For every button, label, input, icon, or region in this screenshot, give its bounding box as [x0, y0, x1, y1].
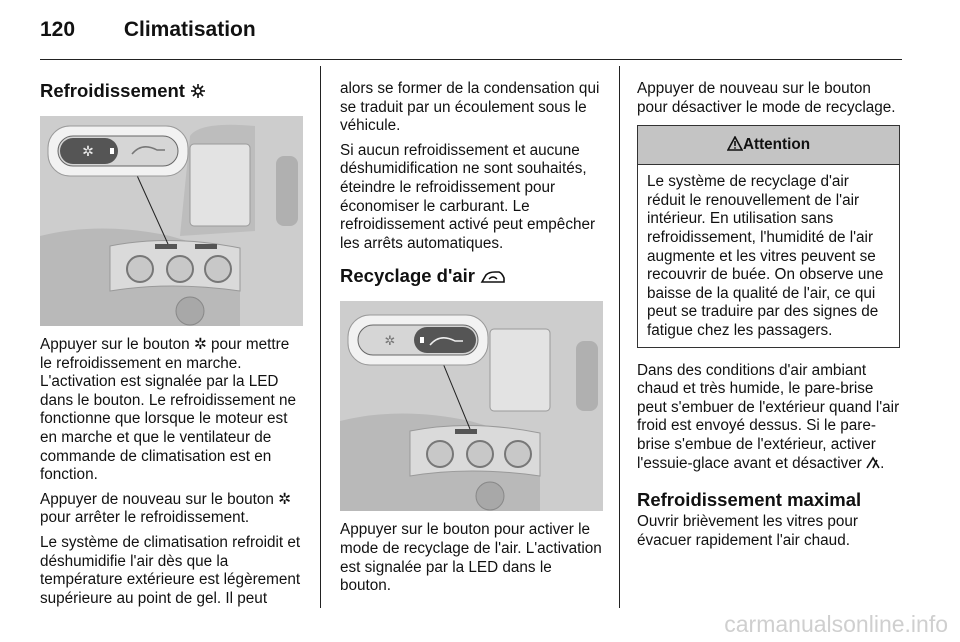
- paragraph: Appuyer de nouveau sur le bouton pour désactiver le mode de recyclage.: [637, 80, 896, 116]
- column-divider: [320, 66, 321, 608]
- attention-text: Le système de recyclage d'air réduit le renouvellement de l'air intérieur. En utilisation sans refroidissement, l'humidité de l'air augmente et les vitres peuvent se recouvrir de buée. On observe une baisse de la qualité de l'air, ce qui peut se traduire par des signes de fatigue chez les passagers.: [647, 173, 884, 339]
- paragraph: Appuyer de nouveau sur le bouton ✲ pour arrêter le refroidissement.: [40, 490, 291, 527]
- paragraph: Dans des conditions d'air ambiant chaud et très humide, le pare-brise peut s'embuer de l'extérieur quand l'air froid est envoyé dessus. Si le pare-brise s'embue de l'extérieur, activer l'essuie-glace avant et désactiver .: [637, 362, 900, 476]
- column-3: [637, 80, 900, 556]
- section-heading-refroidissement-maximal: Refroidissement maximal: [637, 489, 862, 511]
- page-header: [40, 18, 256, 42]
- page-title: Climatisation: [123, 18, 256, 41]
- paragraph: alors se former de la condensation qui se traduit par un écoulement sous le véhicule.: [340, 80, 600, 135]
- air-recirculation-icon: [480, 267, 506, 289]
- dashboard-recirculation-illustration: [340, 301, 603, 511]
- section-heading-refroidissement: Refroidissement: [40, 80, 305, 104]
- wiper-icon: [866, 456, 880, 476]
- dashboard-ac-illustration: [40, 116, 303, 326]
- watermark: carmanualsonline.info: [724, 611, 948, 637]
- column-divider: [619, 66, 620, 608]
- snowflake-icon: [190, 82, 206, 104]
- paragraph: Le système de climatisation refroidit et déshumidifie l'air dès que la température extérieure est légèrement supérieure au point de gel. Il peut: [40, 533, 301, 607]
- section-heading-recyclage: Recyclage d'air: [340, 265, 605, 289]
- header-rule: [40, 59, 902, 60]
- svg-text:✲: ✲: [384, 334, 396, 350]
- attention-header: [638, 126, 899, 165]
- column-1: [40, 80, 305, 614]
- paragraph: Appuyer sur le bouton ✲ pour mettre le refroidissement en marche. L'activation est signalée par la LED dans le bouton. Le refroidissement ne fonctionne que lorsque le moteur est en marche et que le ventilateur de commande de climatisation est en fonction.: [40, 336, 296, 484]
- attention-box: [637, 125, 900, 347]
- paragraph: Si aucun refroidissement et aucune déshumidification ne sont souhaités, éteindre le refroidissement pour économiser le carburant. Le refroidissement activé peut empêcher les arrêts automatiques.: [340, 141, 596, 252]
- paragraph: Ouvrir brièvement les vitres pour évacuer rapidement l'air chaud.: [637, 513, 859, 549]
- attention-title: Attention: [742, 136, 811, 154]
- warning-icon: [727, 128, 743, 166]
- column-2: [340, 80, 605, 602]
- page-number: 120: [40, 18, 76, 41]
- svg-text:✲: ✲: [82, 144, 94, 160]
- paragraph: Appuyer sur le bouton pour activer le mode de recyclage de l'air. L'activation est signalée par la LED dans le bouton.: [340, 521, 602, 595]
